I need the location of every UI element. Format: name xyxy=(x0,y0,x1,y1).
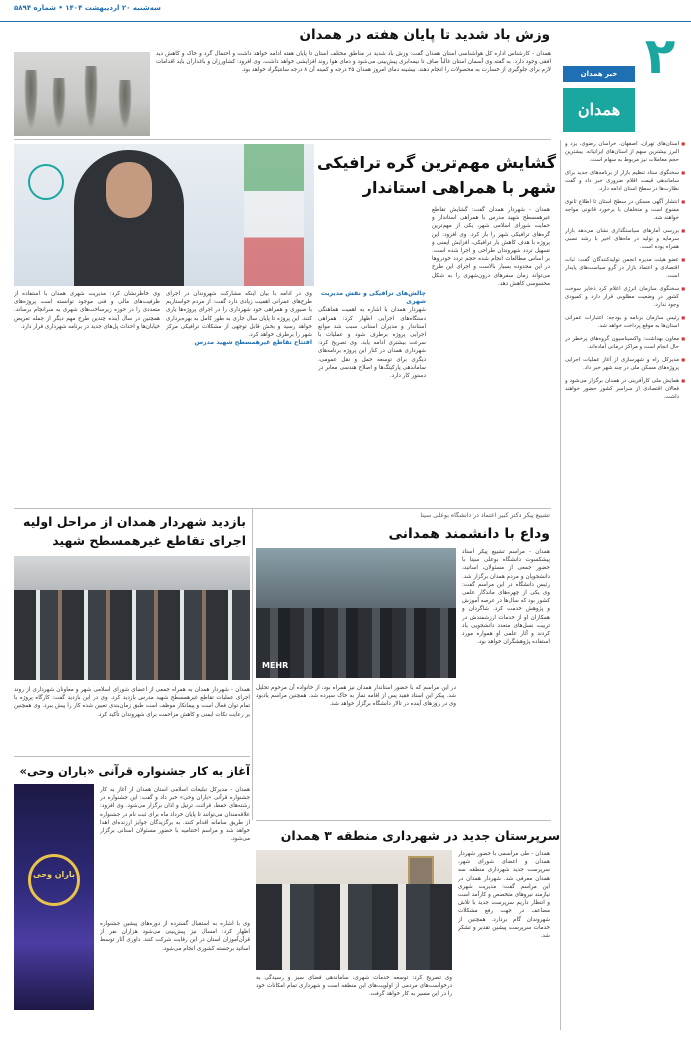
main-headline-line2: شهر با همراهی استاندار xyxy=(362,178,556,197)
supervisor-headline: سرپرستان جدید در شهرداری منطقه ۳ همدان xyxy=(280,828,560,843)
officials-group xyxy=(14,590,250,680)
funeral-photo xyxy=(256,548,456,678)
news-brief: ■ سخنگوی سازمان انرژی اعلام کرد ذخایر سوخت کشور در وضعیت مطلوبی قرار دارد و کمبودی وجود ندارد. xyxy=(565,285,685,309)
section-divider xyxy=(14,756,250,757)
visit-headline-line2: اجرای تقاطع غیرهمسطح شهید xyxy=(52,533,246,548)
wind-photo xyxy=(14,52,150,136)
section-divider xyxy=(14,139,551,140)
news-brief: ■ سخنگوی ستاد تنظیم بازار از برنامه‌های جدید برای ساماندهی قیمت اقلام ضروری خبر داد و گفت نظارت‌ها در سطح استان ادامه دارد. xyxy=(565,169,685,193)
news-brief: ■ بررسی آمارهای سیاستگذاری نشان می‌دهد بازار سرمایه و تولید در ماه‌های اخیر با رشد نسبی همراه بوده است. xyxy=(565,227,685,251)
main-headline-line1: گشایش مهم‌ترین گره ترافیکی xyxy=(317,153,556,172)
introduction-ceremony-photo xyxy=(256,850,452,970)
quran-body2: وی با اشاره به استقبال گسترده از دوره‌های پیشین جشنواره اظهار کرد: امسال نیز پیش‌بینی می‌شود هزاران نفر از قرآن‌آموزان استان در این رقابت شرکت کنند. داوری آثار توسط اساتید برجسته کشوری انجام می‌شود. xyxy=(100,921,250,952)
quran-headline: آغاز به کار جشنواره قرآنی «باران وحی» xyxy=(19,764,250,778)
news-brief: ■ همایش ملی کارآفرینی در همدان برگزار می‌شود و فعالان اقتصادی از سراسر کشور حضور خواهند داشت. xyxy=(565,377,685,401)
supervisor-body: همدان - طی مراسمی با حضور شهردار همدان و اعضای شورای شهر، سرپرست جدید شهرداری منطقه سه همدان معرفی شد. شهردار همدان در این مراسم گفت: مدیریت شهری نیازمند نیروهای متخصص و کارآمد است و انتظار داریم سرپرست جدید با تلاش مضاعف در جهت رفع مشکلات شهروندان گام بردارد. همچنین از خدمات سرپرست پیشین تقدیر و تشکر شد. xyxy=(458,851,550,940)
news-brief: ■ مدیرکل راه و شهرسازی از آغاز عملیات اجرایی پروژه‌های مسکن ملی در چند شهر خبر داد. xyxy=(565,356,685,372)
section-label: خبر همدان xyxy=(563,66,635,82)
main-body-col2 xyxy=(318,290,426,506)
issue-date-line: سه‌شنبه ۲۰ اردیبهشت ۱۴۰۴ • شماره ۵۸۹۴ xyxy=(14,4,161,12)
site-visit-photo xyxy=(14,556,250,680)
column-divider xyxy=(252,508,253,820)
quran-body: همدان - مدیرکل تبلیغات اسلامی استان همدان از آغاز به کار جشنواره قرآنی «باران وحی» خبر داد و گفت: این جشنواره در رشته‌های حفظ، قرائت، ترتیل و اذان برگزار می‌شود. وی افزود: علاقه‌مندان می‌توانند تا پایان خرداد ماه برای ثبت نام در جشنواره از طریق سامانه اقدام کنند. به برگزیدگان جوایز ارزنده‌ای اهدا خواهد شد و مراسم اختتامیه با حضور مسئولان استانی برگزار می‌شود. xyxy=(100,787,250,843)
poster-title: باران وحی xyxy=(33,870,75,879)
wind-headline: وزش باد شدید تا پایان هفته در همدان xyxy=(299,27,550,43)
officials-group xyxy=(256,884,452,970)
wall-portrait xyxy=(408,856,434,886)
section-divider xyxy=(14,508,551,509)
main-body-col4: وی خاطرنشان کرد: مدیریت شهری همدان با استفاده از ظرفیت‌های مالی و فنی موجود توانسته است پروژه‌های متعددی را در حوزه زیرساخت‌های شهری به سرانجام برساند. همچنین در سال آینده چندین طرح مهم دیگر از جمله تعریض خیابان‌ها و احداث پل‌های جدید در برنامه شهرداری قرار دارد. xyxy=(14,291,160,330)
newspaper-logo xyxy=(563,88,635,132)
news-brief: ■ انتشار آگهی مسکن در سطح استان تا اطلاع ثانوی ممنوع است و متخلفان با برخورد قانونی مواجه خواهند شد. xyxy=(565,198,685,222)
main-body-col1: همدان - شهردار همدان گفت: گشایش تقاطع غیرهمسطح شهید مدرس با همراهی استاندار و حمایت شورای اسلامی شهر، یکی از مهم‌ترین گره‌های ترافیکی شهر را باز کرد. وی افزود: این پروژه با هدف کاهش بار ترافیکی، افزایش ایمنی و تسهیل تردد شهروندان طراحی و اجرا شده است. بر اساس مطالعات انجام شده حجم تردد خودروها در این محدوده بسیار بالاست و اجرای این طرح می‌تواند زمان سفرهای درون‌شهری را به شکل محسوسی کاهش دهد. xyxy=(432,207,550,287)
main-headline xyxy=(316,150,556,202)
visit-headline xyxy=(14,512,246,552)
main-subhead: افتتاح تقاطع غیرهمسطح شهید مدرس xyxy=(194,339,312,347)
logo-text: همدان xyxy=(577,100,621,119)
visit-headline-line1: بازدید شهردار همدان از مراحل اولیه xyxy=(23,514,246,529)
university-kicker: تشییع پیکر دکتر کبیر اعتماد در دانشگاه بوعلی سینا xyxy=(420,512,550,519)
supervisor-body2: وی تصریح کرد: توسعه خدمات شهری، ساماندهی فضای سبز و رسیدگی به درخواست‌های مردمی از اولویت‌های این منطقه است و شهرداری تمام امکانات خود را در این مسیر به کار خواهد گرفت. xyxy=(256,975,452,998)
flag-backdrop xyxy=(244,144,304,286)
news-brief: ■ معاون بهداشت: واکسیناسیون گروه‌های پرخطر در حال انجام است و مراکز درمانی آماده‌اند. xyxy=(565,335,685,351)
wind-body: همدان - کارشناس اداره کل هواشناسی استان همدان گفت: وزش باد شدید در مناطق مختلف استان تا پایان هفته ادامه خواهد داشت و احتمال گرد و خاک و کاهش دید افقی وجود دارد. به گفته وی آسمان استان غالباً صاف تا نیمه‌ابری پیش‌بینی می‌شود و دمای هوا روند افزایشی خواهد داشت. وی افزود: کشاورزان و باغداران باید اقدامات لازم برای جلوگیری از خسارت به محصولات را انجام دهند. بیشینه دمای امروز همدان ۲۵ درجه و کمینه آن ۸ درجه سانتیگراد خواهد بود. xyxy=(156,51,551,74)
main-subhead: چالش‌های ترافیکی و نقش مدیریت شهری xyxy=(320,290,426,306)
column-divider xyxy=(560,140,561,1030)
university-body2: در این مراسم که با حضور استاندار همدان نیز همراه بود، از خانواده آن مرحوم تجلیل شد. پیکر این استاد فقید پس از اقامه نماز به خاک سپرده شد. همچنین مراسم یادبود وی در روزهای آینده در تالار دانشگاه برگزار خواهد شد. xyxy=(256,685,456,708)
main-body-col3 xyxy=(166,290,312,506)
municipality-emblem xyxy=(28,164,64,200)
photo-credit: MEHR xyxy=(262,661,289,670)
news-brief: ■ رئیس سازمان برنامه و بودجه: اعتبارات عمرانی استان‌ها به موقع پرداخت خواهد شد. xyxy=(565,314,685,330)
visit-body: همدان - شهردار همدان به همراه جمعی از اعضای شورای اسلامی شهر و معاونان شهرداری از روند اجرای عملیات تقاطع غیرهمسطح شهید مدرس بازدید کرد. وی در این بازدید گفت: کارگاه پروژه با تمام توان فعال است و پیمانکار موظف است طبق زمان‌بندی تعیین شده کار را پیش ببرد. وی همچنین بر رعایت نکات ایمنی و کاهش مزاحمت برای شهروندان تأکید کرد. xyxy=(14,687,250,718)
festival-poster xyxy=(14,784,94,1010)
news-brief: ■ استان‌های تهران، اصفهان، خراسان رضوی، یزد و البرز بیشترین سهم از استان‌های ایرانیانه. بیشترین حجم معاملات نیز مربوط به سهام است. xyxy=(565,140,685,164)
poster-emblem xyxy=(28,854,80,906)
university-body: همدان - مراسم تشییع پیکر استاد پیشکسوت دانشگاه بوعلی سینا با حضور جمعی از مسئولان، اساتید، دانشجویان و مردم همدان برگزار شد. رئیس دانشگاه در این مراسم گفت: وی یکی از چهره‌های ماندگار علمی کشور بود که سال‌ها در عرصه آموزش و پژوهش خدمت کرد. شاگردان و همکاران او از خدمات ارزشمندش در تربیت نسل‌های متعدد دانشجویی یاد کردند و آثار علمی او همواره مورد استفاده پژوهشگران خواهد بود. xyxy=(462,549,550,646)
mayor-face xyxy=(106,162,152,218)
main-body-text: وی در ادامه با بیان اینکه مشارکت شهروندان در اجرای طرح‌های عمرانی اهمیت زیادی دارد گفت: از مردم خواستاریم با صبوری و همراهی خود شهرداری را در اجرای پروژه‌ها یاری کنند. این پروژه تا پایان سال جاری به طور کامل به بهره‌برداری خواهد رسید و بخش قابل توجهی از مشکلات ترافیکی مرکز شهر را برطرف خواهد کرد. xyxy=(166,291,312,339)
university-headline: وداع با دانشمند همدانی xyxy=(388,526,550,542)
main-body-text: شهردار همدان با اشاره به اهمیت هماهنگی دستگاه‌های اجرایی اظهار کرد: همراهی استاندار و مدیران استانی سبب شد موانع اجرایی پروژه برطرف شود و عملیات با سرعت بیشتری ادامه یابد. وی تصریح کرد: شهرداری همدان در کنار این پروژه برنامه‌های دیگری برای توسعه حمل و نقل عمومی، ساماندهی پارکینگ‌ها و اصلاح هندسی معابر در دستور کار دارد. xyxy=(318,307,426,380)
mayor-portrait-photo xyxy=(14,144,314,286)
page-number: ۲ xyxy=(644,28,676,84)
section-divider xyxy=(256,820,551,821)
news-brief: ■ عضو هیئت مدیره انجمن تولیدکنندگان گفت: ثبات اقتصادی و اعتماد بازار در گرو سیاست‌های پایدار است. xyxy=(565,256,685,280)
brief-news-column xyxy=(565,140,685,1030)
